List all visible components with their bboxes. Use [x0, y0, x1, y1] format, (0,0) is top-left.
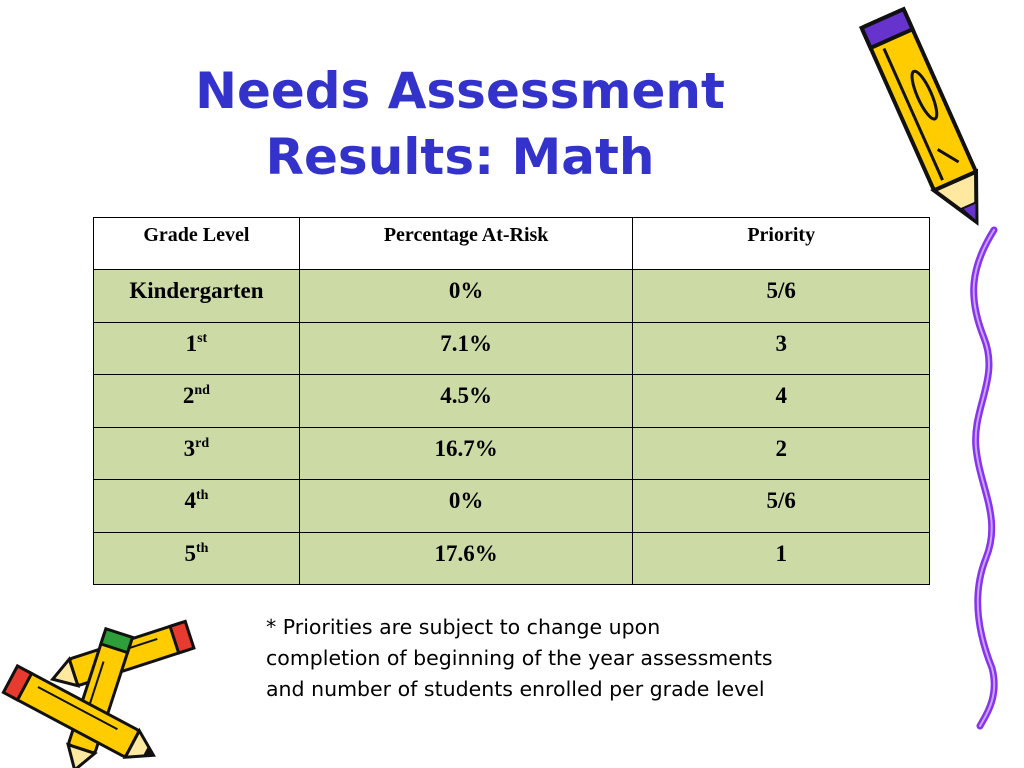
- footnote-line-3: and number of students enrolled per grade level: [266, 677, 765, 701]
- squiggle-line: [962, 228, 1012, 728]
- table-row: [94, 375, 930, 428]
- needs-assessment-table: [93, 217, 930, 585]
- priority-cell: 1: [633, 532, 930, 585]
- table-row: [94, 480, 930, 533]
- grade-cell: [94, 480, 300, 533]
- table-row: [94, 427, 930, 480]
- grade-cell: [94, 322, 300, 375]
- grade-cell: [94, 532, 300, 585]
- grade-suffix: nd: [194, 383, 210, 398]
- grade-number: 4: [184, 488, 196, 513]
- pencils-cluster-icon: [0, 612, 215, 762]
- grade-number: 5: [184, 540, 196, 566]
- percent-cell: 16.7%: [299, 427, 633, 480]
- priorities-footnote: [266, 612, 886, 705]
- slide-title-line-1: Needs Assessment: [195, 62, 725, 120]
- header-percentage-at-risk: Percentage At-Risk: [299, 218, 633, 270]
- grade-cell: [94, 270, 300, 323]
- grade-number: 2: [182, 383, 195, 408]
- grade-suffix: st: [197, 330, 208, 346]
- table-row: [94, 322, 930, 375]
- priority-cell: 5/6: [633, 480, 930, 533]
- table-header-row: [94, 218, 930, 270]
- grade-number: 3: [183, 435, 196, 461]
- percent-cell: 17.6%: [299, 532, 633, 585]
- percent-cell: 0%: [299, 270, 633, 323]
- grade-cell: [94, 427, 300, 480]
- pencil-icon: [855, 0, 1005, 245]
- priority-cell: 2: [633, 427, 930, 480]
- table-row: [94, 532, 930, 585]
- slide-title-line-2: Results: Math: [265, 128, 655, 186]
- grade-suffix: th: [195, 540, 209, 556]
- grade-number: 1: [185, 330, 198, 356]
- priority-cell: 4: [633, 375, 930, 428]
- percent-cell: 4.5%: [299, 375, 633, 428]
- percent-cell: 7.1%: [299, 322, 633, 375]
- footnote-line-2: completion of beginning of the year assessments: [266, 646, 773, 670]
- slide-title: [160, 58, 760, 190]
- priority-cell: 3: [633, 322, 930, 375]
- header-priority: Priority: [633, 218, 930, 270]
- grade-suffix: th: [195, 488, 209, 503]
- grade-cell: [94, 375, 300, 428]
- percent-cell: 0%: [299, 480, 633, 533]
- footnote-line-1: * Priorities are subject to change upon: [266, 615, 661, 639]
- table-row: [94, 270, 930, 323]
- grade-number: Kindergarten: [129, 278, 264, 303]
- priority-cell: 5/6: [633, 270, 930, 323]
- grade-suffix: rd: [195, 435, 210, 451]
- header-grade-level: Grade Level: [94, 218, 300, 270]
